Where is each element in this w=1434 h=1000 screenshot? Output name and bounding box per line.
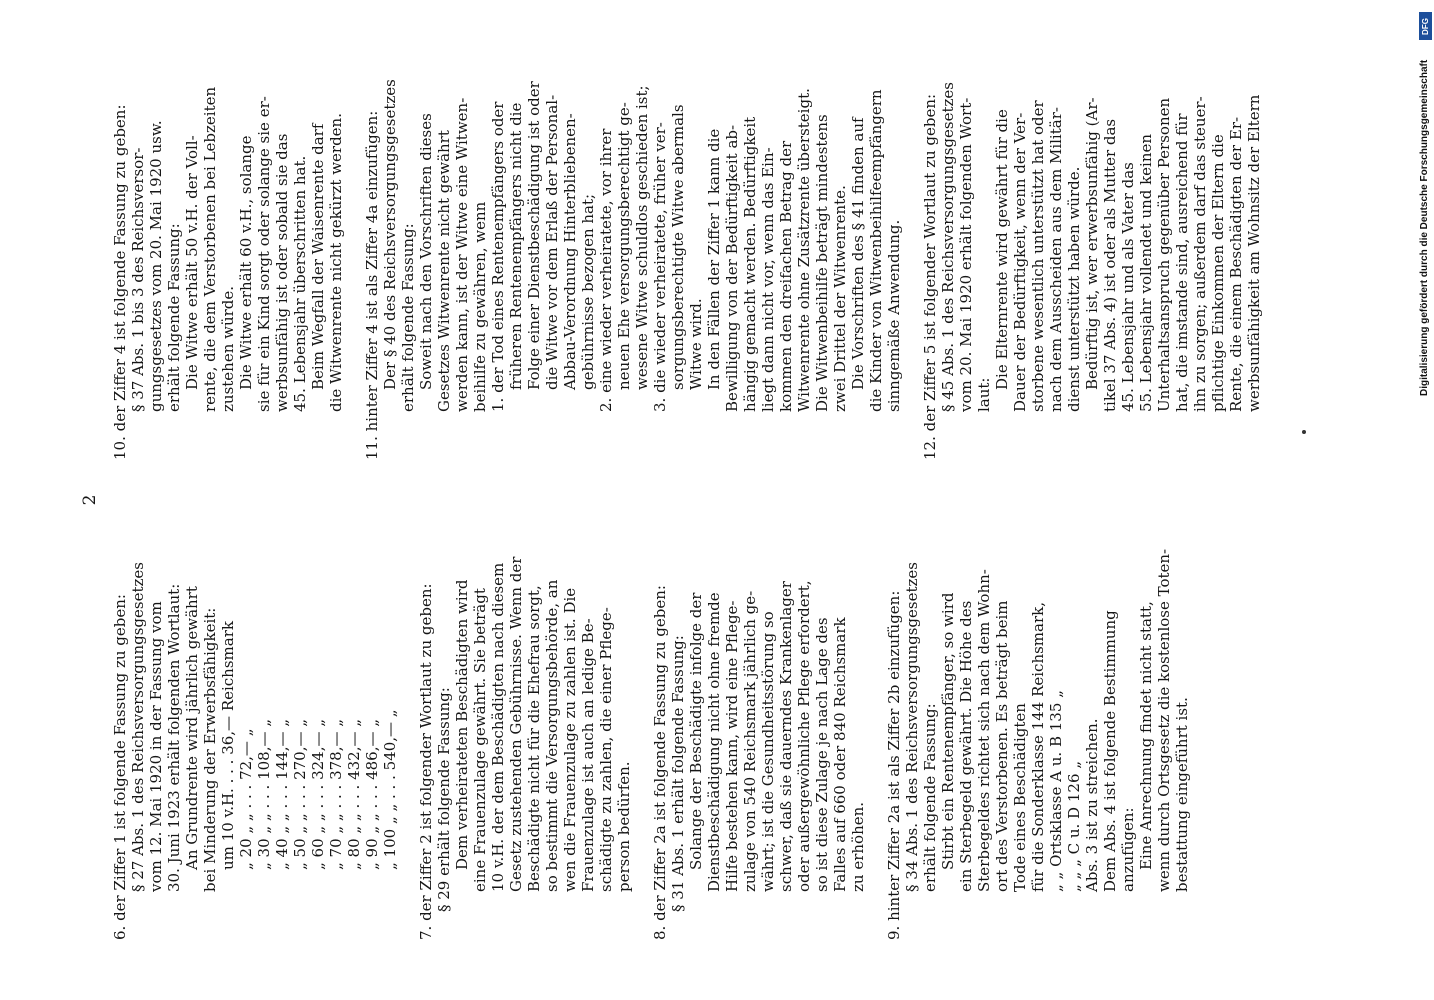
text-line: sorgungsberechtigte Witwe abermals (669, 104, 687, 390)
text-line: Der § 40 des Reichsversorgungsgesetzes (381, 79, 399, 390)
text-line: zwei Drittel der Witwenrente. (831, 185, 849, 412)
text-line: kommen den dreifachen Betrag der (777, 140, 795, 412)
text-line: Dienstbeschädigung nicht ohne fremde (705, 592, 723, 892)
text-line: um 10 v.H. . . . 36,— Reichsmark (219, 621, 237, 870)
text-line: Gesetzes Witwenrente nicht gewährt (435, 130, 453, 412)
text-line: hat, die imstande sind, ausreichend für (1173, 113, 1191, 412)
text-line: beihilfe zu gewähren, wenn (471, 201, 489, 412)
text-line: Rente, die einem Beschädigten der Er- (1227, 116, 1245, 412)
text-line: gebührnisse bezogen hat; (579, 193, 597, 390)
text-line: 45. Lebensjahr überschritten hat. (291, 155, 309, 412)
text-line: Falles auf 660 oder 840 Reichsmark (831, 617, 849, 892)
text-line: 8. der Ziffer 2a ist folgende Fassung zu geben: (651, 585, 669, 940)
text-line: tikel 37 Abs. 4) ist oder als Mutter das (1101, 118, 1119, 412)
text-line: laut: (975, 377, 993, 412)
text-line: sinngemäße Anwendung. (885, 219, 903, 412)
text-line: zu erhöhen. (849, 801, 867, 892)
text-line: vom 20. Mai 1920 erhält folgenden Wort- (957, 97, 975, 412)
text-line: „ 90 „ „ . . . 486,— „ (363, 718, 381, 870)
text-line: neuen Ehe versorgungsberechtigt ge- (615, 102, 633, 390)
text-line: währt; ist die Gesundheitsstörung so (759, 611, 777, 892)
text-line: Beschädigte nicht für die Ehefrau sorgt, (525, 585, 543, 892)
text-line: 11. hinter Ziffer 4 ist als Ziffer 4a einzufügen: (363, 110, 381, 460)
text-line: Dauer der Bedürftigkeit, wenn der Ver- (1011, 112, 1029, 412)
text-line: In den Fällen der Ziffer 1 kann die (705, 128, 723, 390)
text-line: sie für ein Kind sorgt oder solange sie er- (255, 96, 273, 412)
text-line: Folge einer Dienstbeschädigung ist oder (525, 81, 543, 390)
text-line: anzufügen: (1119, 807, 1137, 892)
text-line: zulage von 540 Reichsmark jährlich ge- (741, 590, 759, 892)
text-line: gungsgesetzes vom 20. Mai 1920 usw. (147, 120, 165, 412)
text-line: Frauenzulage ist auch an ledige Be- (579, 618, 597, 892)
text-line: schwer, daß sie dauerndes Krankenlager (777, 581, 795, 892)
text-line: Bedürftig ist, wer erwerbsunfähig (Ar- (1083, 97, 1101, 390)
text-line: 3. die wieder verheiratete, früher ver- (651, 122, 669, 412)
text-line: § 45 Abs. 1 des Reichsversorgungsgesetzes (939, 82, 957, 412)
text-line: Gesetz zustehenden Gebührnisse. Wenn der (507, 556, 525, 892)
text-line: Solange der Beschädigte infolge der (687, 592, 705, 870)
text-line: wenn durch Ortsgesetz die kostenlose Toten- (1155, 548, 1173, 892)
text-line: erhält folgende Fassung: (399, 223, 417, 412)
text-line: 12. der Ziffer 5 ist folgender Wortlaut zu geben: (921, 93, 939, 460)
text-line: 10. der Ziffer 4 ist folgende Fassung zu geben: (111, 104, 129, 460)
text-line: Soweit nach den Vorschriften dieses (417, 113, 435, 390)
text-line: „ 80 „ „ . . . 432,— „ (345, 718, 363, 870)
text-line: dienst unterstützt haben würde. (1065, 166, 1083, 412)
text-line: § 37 Abs. 1 bis 3 des Reichsversor- (129, 147, 147, 412)
text-line: „ 100 „ „ . . . 540,— „ (381, 709, 399, 870)
text-line: Beim Wegfall der Waisenrente darf (309, 123, 327, 390)
text-line: die Witwe vor dem Erlaß der Personal- (543, 94, 561, 390)
text-line: eine Frauenzulage gewährt. Sie beträgt (471, 588, 489, 892)
text-line: Eine Anrechnung findet nicht statt, (1137, 601, 1155, 870)
side-margin (1416, 6, 1434, 994)
text-line: Die Witwe erhält 50 v.H. der Voll- (183, 135, 201, 390)
text-line: vom 12. Mai 1920 in der Fassung vom (147, 601, 165, 892)
text-line: so bestimmt die Versorgungsbehörde, an (543, 579, 561, 892)
text-line: liegt dann nicht vor, wenn das Ein- (759, 147, 777, 412)
text-line: ein Sterbegeld gewährt. Die Höhe des (957, 600, 975, 892)
text-line: „ 50 „ „ . . . 270,— „ (291, 718, 309, 870)
text-line: schädigte zu zahlen, die einer Pflege- (597, 607, 615, 892)
text-line: An Grundrente wird jährlich gewährt (183, 586, 201, 870)
text-line: Stirbt ein Rentenempfänger, so wird (939, 592, 957, 870)
text-line: „ 30 „ „ . . . 108,— „ (255, 718, 273, 870)
text-line: person bedürfen. (615, 761, 633, 892)
text-line: 10 v.H. der dem Beschädigten nach diesem (489, 562, 507, 892)
text-line: „ „ „ C u. D 126 „ (1065, 760, 1083, 892)
text-line: 6. der Ziffer 1 ist folgende Fassung zu geben: (111, 594, 129, 940)
dfg-logo: DFG (1419, 12, 1432, 40)
text-line: storbene wesentlich unterstützt hat oder (1029, 100, 1047, 412)
text-line: Witwe wird. (687, 298, 705, 390)
text-line: ort des Verstorbenen. Es beträgt beim (993, 600, 1011, 892)
text-line: Die Witwe erhält 60 v.H., solange (237, 135, 255, 390)
text-line: § 29 erhält folgende Fassung: (435, 687, 453, 912)
digitization-note: Digitalisierung gefördert durch die Deutsche Forschungsgemeinschaft (1419, 59, 1430, 396)
text-line: „ 40 „ „ . . . 144,— „ (273, 718, 291, 870)
text-line: erhält folgende Fassung: (165, 223, 183, 412)
text-line: Witwenrente ohne Zusätzrente übersteigt. (795, 88, 813, 412)
text-line: Tode eines Beschädigten (1011, 703, 1029, 892)
text-line: Die Witwenbeihilfe beträgt mindestens (813, 114, 831, 412)
text-line: „ „ Ortsklasse A u. B 135 „ (1047, 690, 1065, 892)
scan-dot (1302, 430, 1306, 434)
text-line: erhält folgende Fassung: (921, 703, 939, 892)
text-line: 1. der Tod eines Rentenempfängers oder (489, 101, 507, 412)
text-line: Unterhaltsanspruch gegenüber Personen (1155, 97, 1173, 412)
text-line: 45. Lebensjahr und als Vater das (1119, 162, 1137, 412)
text-line: bei Minderung der Erwerbsfähigkeit: (201, 607, 219, 892)
text-line: zustehen würde. (219, 285, 237, 412)
text-line: die Witwenrente nicht gekürzt werden. (327, 113, 345, 412)
text-line: wesene Witwe schuldlos geschieden ist; (633, 85, 651, 390)
text-line: so ist diese Zulage je nach Lage des (813, 617, 831, 892)
text-line: rente, die dem Verstorbenen bei Lebzeiten (201, 86, 219, 412)
text-line: „ 20 „ „ . . . 72,— „ (237, 728, 255, 870)
text-line: Bewilligung von der Bedürftigkeit ab- (723, 124, 741, 412)
text-line: § 31 Abs. 1 erhält folgende Fassung: (669, 635, 687, 912)
text-line: Die Vorschriften des § 41 finden auf (849, 117, 867, 390)
text-line: 9. hinter Ziffer 2a ist als Ziffer 2b einzufügen: (885, 590, 903, 940)
text-line: Dem verheirateten Beschädigten wird (453, 579, 471, 870)
text-line: § 27 Abs. 1 des Reichsversorgungsgesetzes (129, 562, 147, 892)
text-line: werden kann, ist der Witwe eine Witwen- (453, 97, 471, 412)
text-line: oder außergewöhnliche Pflege erfordert, (795, 580, 813, 892)
text-line: früheren Rentenempfängers nicht die (507, 102, 525, 390)
text-line: Die Elternrente wird gewährt für die (993, 109, 1011, 390)
text-line: „ 60 „ „ . . . 324,— „ (309, 718, 327, 870)
page-number: 2 (80, 494, 100, 506)
text-line: nach dem Ausscheiden aus dem Militär- (1047, 107, 1065, 412)
text-line: ihn zu sorgen; außerdem darf das steuer- (1191, 96, 1209, 412)
text-line: Hilfe bestehen kann, wird eine Pflege- (723, 600, 741, 892)
text-line: hängig gemacht werden. Bedürftigkeit (741, 116, 759, 412)
text-line: werbsunfähig ist oder sobald sie das (273, 133, 291, 412)
text-line: wen die Frauenzulage zu zahlen ist. Die (561, 587, 579, 892)
text-line: bestattung eingeführt ist. (1173, 697, 1191, 892)
text-line: 7. der Ziffer 2 ist folgender Wortlaut zu geben: (417, 583, 435, 940)
text-line: Abbau-Verordnung Hinterbliebenen- (561, 113, 579, 390)
text-line: Abs. 3 ist zu streichen. (1083, 718, 1101, 892)
text-line: § 34 Abs. 1 des Reichsversorgungsgesetzes (903, 562, 921, 892)
text-line: 55. Lebensjahr vollendet und keinen (1137, 133, 1155, 412)
text-line: werbsunfähigkeit am Wohnsitz der Eltern (1245, 94, 1263, 412)
text-line: Dem Abs. 4 ist folgende Bestimmung (1101, 610, 1119, 892)
text-line: die Kinder von Witwenbeihilfeempfängern (867, 89, 885, 412)
text-line: pflichtige Einkommen der Eltern die (1209, 134, 1227, 412)
text-line: „ 70 „ „ . . . 378,— „ (327, 718, 345, 870)
text-line: 2. eine wieder verheiratete, vor ihrer (597, 128, 615, 412)
text-line: 30. Juni 1923 erhält folgenden Wortlaut: (165, 583, 183, 892)
text-line: für die Sonderklasse 144 Reichsmark, (1029, 601, 1047, 892)
text-line: Sterbegeldes richtet sich nach dem Wohn- (975, 569, 993, 892)
